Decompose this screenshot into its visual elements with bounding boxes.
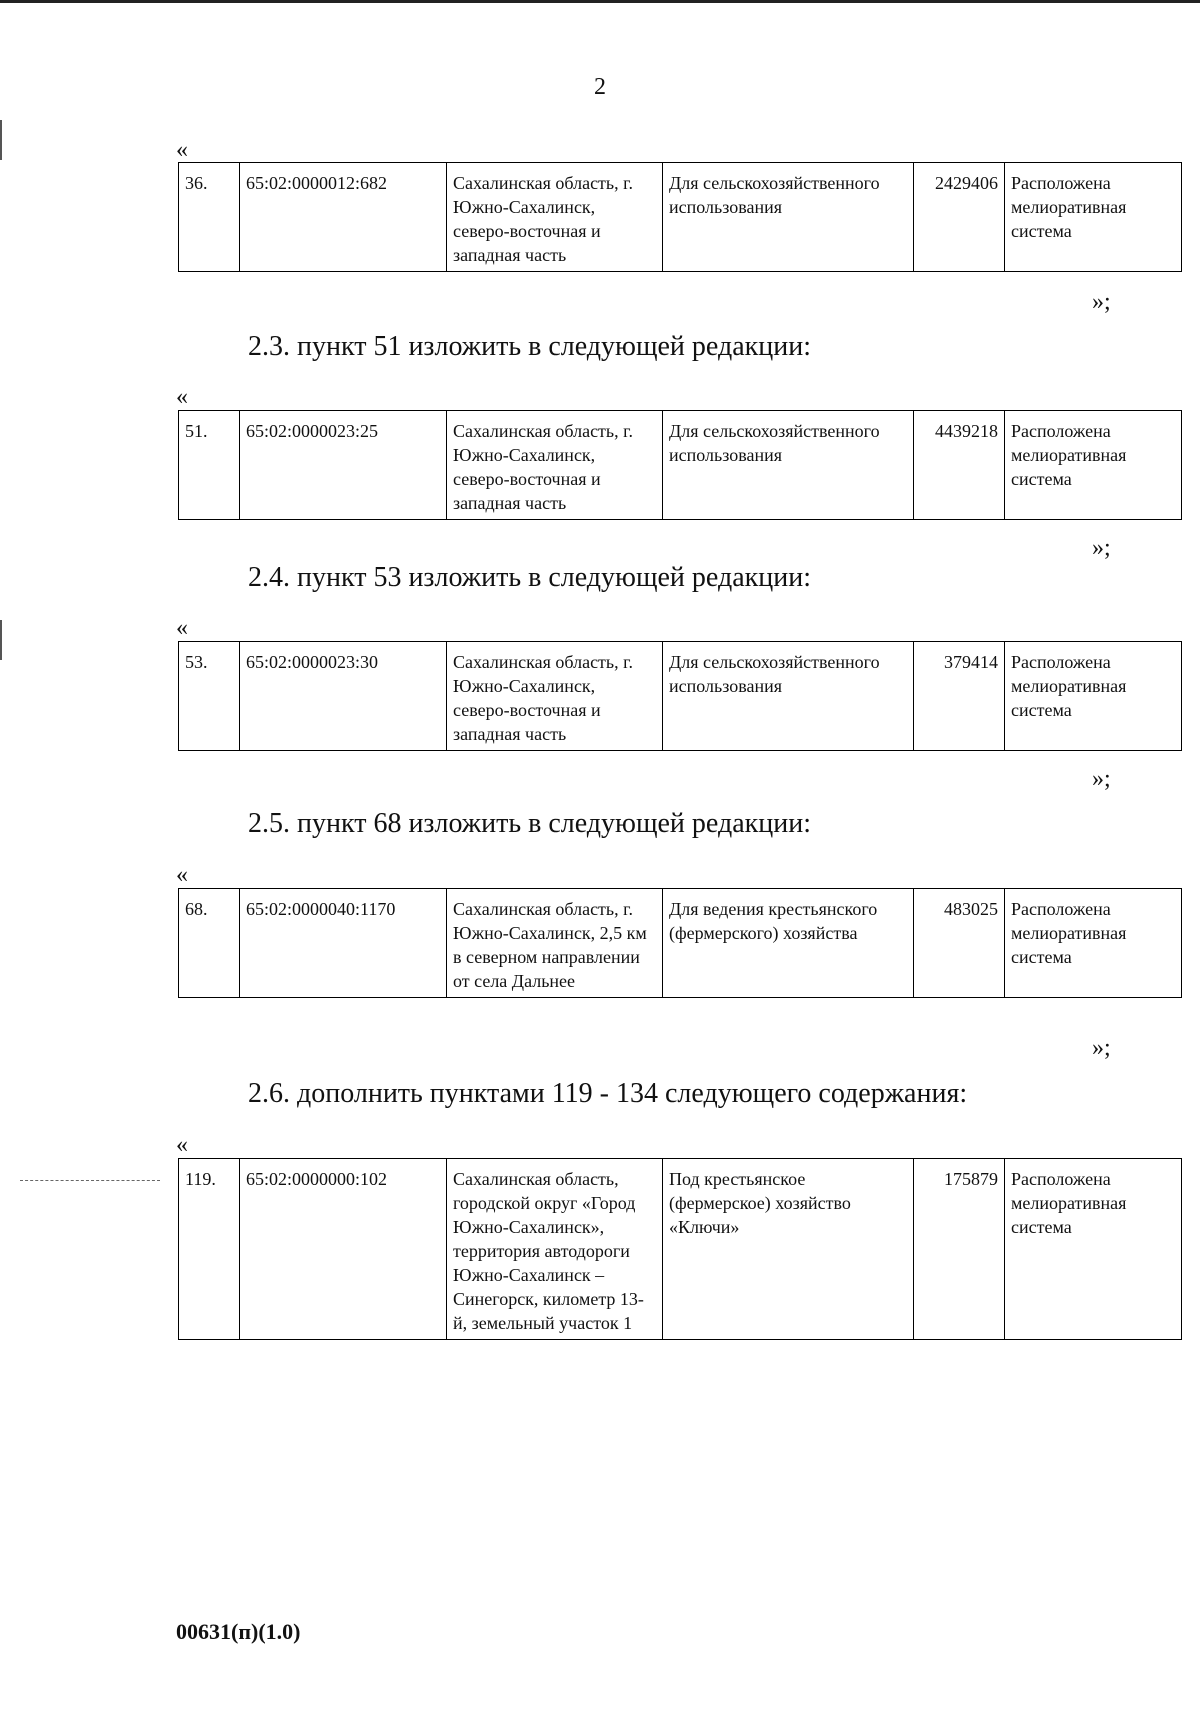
- address: Сахалинская область, г. Южно-Сахалинск, северо-восточная и западная часть: [447, 642, 663, 751]
- table-row: [179, 1159, 1182, 1340]
- cadastral-number: 65:02:0000023:30: [240, 642, 447, 751]
- close-quote: »;: [1092, 535, 1111, 561]
- area: 4439218: [914, 411, 1005, 520]
- note: Расположена мелиоративная система: [1005, 889, 1182, 998]
- close-quote: »;: [1092, 1035, 1111, 1061]
- address: Сахалинская область, г. Южно-Сахалинск, 2,5 км в северном направлении от села Дальнее: [447, 889, 663, 998]
- table-row: [179, 411, 1182, 520]
- table-row: [179, 642, 1182, 751]
- item-number: 68.: [179, 889, 240, 998]
- item-number: 119.: [179, 1159, 240, 1340]
- item-number: 53.: [179, 642, 240, 751]
- open-quote: «: [176, 1132, 188, 1158]
- left-edge-mark: [0, 120, 2, 160]
- close-quote: »;: [1092, 766, 1111, 792]
- close-quote: »;: [1092, 289, 1111, 315]
- permitted-use: Для сельскохозяйственного использования: [663, 163, 914, 272]
- permitted-use: Под крестьянское (фермерское) хозяйство «Ключи»: [663, 1159, 914, 1340]
- cadastral-number: 65:02:0000023:25: [240, 411, 447, 520]
- item-number: 51.: [179, 411, 240, 520]
- area: 2429406: [914, 163, 1005, 272]
- item-number: 36.: [179, 163, 240, 272]
- permitted-use: Для сельскохозяйственного использования: [663, 642, 914, 751]
- section-heading: 2.6. дополнить пунктами 119 - 134 следующего содержания:: [248, 1078, 968, 1109]
- address: Сахалинская область, городской округ «Город Южно-Сахалинск», территория автодороги Южно-Сахалинск – Синегорск, километр 13-й, земельный участок 1: [447, 1159, 663, 1340]
- open-quote: «: [176, 615, 188, 641]
- table-row: [179, 889, 1182, 998]
- note: Расположена мелиоративная система: [1005, 163, 1182, 272]
- registry-table: [178, 162, 1182, 272]
- section-heading: 2.4. пункт 53 изложить в следующей редакции:: [248, 562, 811, 593]
- page-number: 2: [594, 74, 606, 100]
- note: Расположена мелиоративная система: [1005, 411, 1182, 520]
- open-quote: «: [176, 384, 188, 410]
- cadastral-number: 65:02:0000012:682: [240, 163, 447, 272]
- section-heading: 2.5. пункт 68 изложить в следующей редакции:: [248, 808, 811, 839]
- table-row: [179, 163, 1182, 272]
- margin-dashes: [20, 1180, 160, 1181]
- note: Расположена мелиоративная система: [1005, 642, 1182, 751]
- address: Сахалинская область, г. Южно-Сахалинск, северо-восточная и западная часть: [447, 163, 663, 272]
- area: 379414: [914, 642, 1005, 751]
- area: 175879: [914, 1159, 1005, 1340]
- address: Сахалинская область, г. Южно-Сахалинск, северо-восточная и западная часть: [447, 411, 663, 520]
- note: Расположена мелиоративная система: [1005, 1159, 1182, 1340]
- registry-table: [178, 888, 1182, 998]
- permitted-use: Для ведения крестьянского (фермерского) хозяйства: [663, 889, 914, 998]
- section-heading: 2.3. пункт 51 изложить в следующей редакции:: [248, 331, 811, 362]
- top-border-line: [0, 0, 1200, 3]
- left-edge-mark: [0, 620, 2, 660]
- registry-table: [178, 641, 1182, 751]
- registry-table: [178, 410, 1182, 520]
- open-quote: «: [176, 862, 188, 888]
- registry-table: [178, 1158, 1182, 1340]
- area: 483025: [914, 889, 1005, 998]
- cadastral-number: 65:02:0000000:102: [240, 1159, 447, 1340]
- permitted-use: Для сельскохозяйственного использования: [663, 411, 914, 520]
- open-quote: «: [176, 137, 188, 163]
- cadastral-number: 65:02:0000040:1170: [240, 889, 447, 998]
- document-code: 00631(п)(1.0): [176, 1619, 301, 1644]
